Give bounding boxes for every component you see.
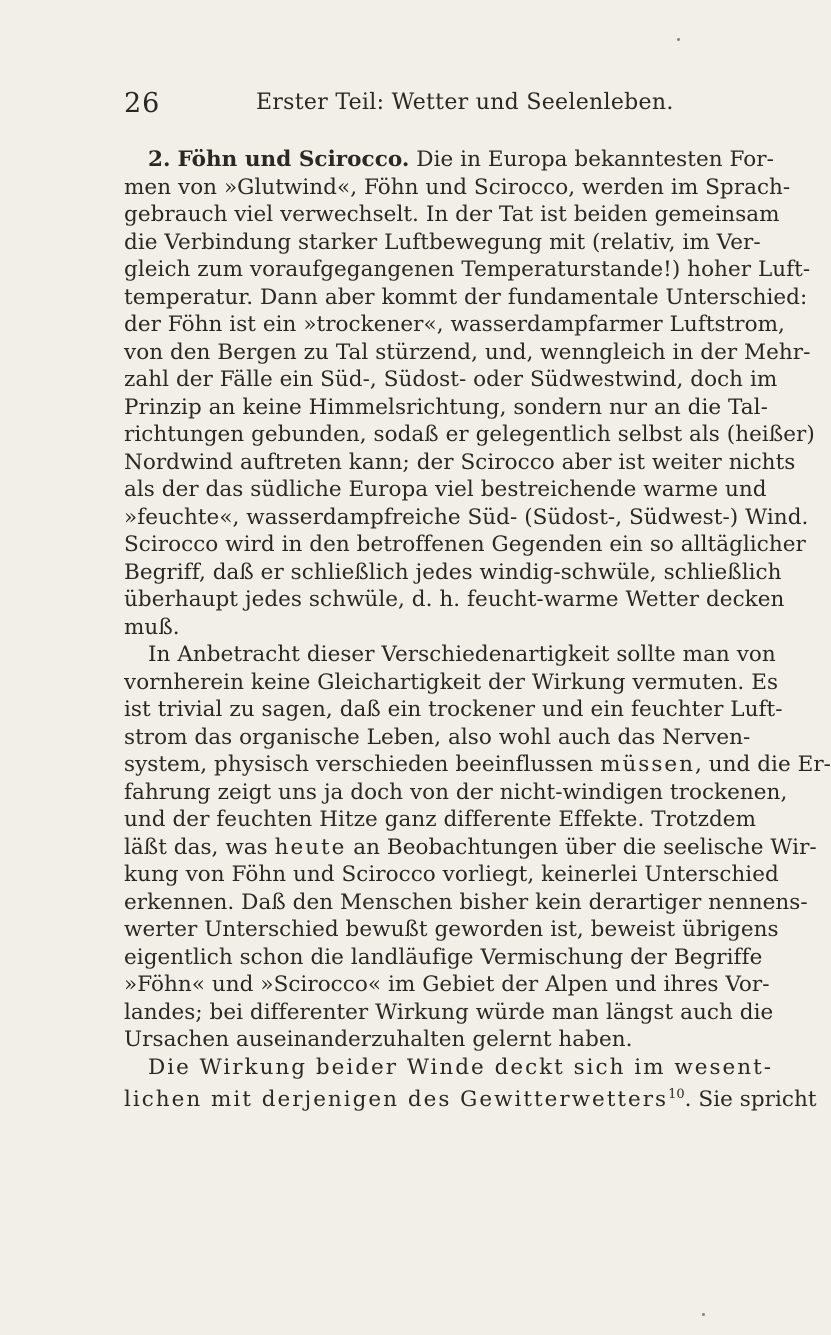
text-line: eigentlich schon die landläufige Vermischung der Begriffe: [124, 944, 763, 970]
text-line: ist trivial zu sagen, daß ein trockener und ein feuchter Luft-: [124, 697, 783, 722]
section-number: 2.: [148, 147, 171, 172]
text-line: In Anbetracht dieser Verschiedenartigkeit sollte man von: [148, 642, 776, 667]
page-number: 26: [124, 88, 161, 119]
text-run: an Beobachtungen über die seelische Wir-: [346, 834, 817, 860]
text-line: men von »Glutwind«, Föhn und Scirocco, werden im Sprach-: [124, 174, 791, 200]
text-run: läßt das, was: [124, 834, 275, 860]
paper-speck: [702, 1313, 705, 1316]
text-line: und der feuchten Hitze ganz differente Effekte. Trotzdem: [124, 807, 757, 832]
body-text: [124, 146, 831, 1113]
text-line: [124, 146, 774, 174]
emphasized-word: heute: [274, 834, 347, 860]
text-line: werter Unterschied bewußt geworden ist, beweist übrigens: [124, 917, 779, 942]
text-line: erkennen. Daß den Menschen bisher kein derartiger nennens-: [124, 889, 808, 915]
footnote-ref: 10: [668, 1087, 685, 1102]
text-line: [124, 1081, 817, 1113]
text-line: Scirocco wird in den betroffenen Gegenden ein so alltäglicher: [124, 532, 806, 557]
text-line: kung von Föhn und Scirocco vorliegt, keinerlei Unterschied: [124, 862, 779, 887]
text-line: die Verbindung starker Luftbewegung mit (relativ, im Ver-: [124, 229, 761, 255]
text-line: als der das südliche Europa viel bestreichende warme und: [124, 477, 767, 502]
text-line: temperatur. Dann aber kommt der fundamentale Unterschied:: [124, 284, 808, 310]
emphasized-phrase: lichen mit derjenigen des Gewitterwetters: [124, 1087, 669, 1113]
text-line: [124, 751, 831, 779]
text-run: . Sie spricht: [684, 1087, 817, 1113]
text-run: Die in Europa bekanntesten For-: [409, 147, 774, 172]
emphasized-word: müssen: [600, 752, 695, 777]
paper-speck: [677, 38, 680, 41]
text-line: »Föhn« und »Scirocco« im Gebiet der Alpen und ihres Vor-: [124, 972, 770, 997]
running-head-title: Erster Teil: Wetter und Seelenleben.: [256, 90, 674, 115]
text-line: landes; bei differenter Wirkung würde man längst auch die: [124, 999, 774, 1025]
text-line: gleich zum voraufgegangenen Temperaturstande!) hoher Luft-: [124, 257, 811, 282]
text-line: Ursachen auseinanderzuhalten gelernt haben.: [124, 1027, 633, 1052]
text-line: strom das organische Leben, also wohl auch das Nerven-: [124, 724, 751, 750]
running-head: [124, 88, 694, 120]
text-line: der Föhn ist ein »trockener«, wasserdampfarmer Luftstrom,: [124, 312, 785, 337]
text-line: fahrung zeigt uns ja doch von der nicht-windigen trockenen,: [124, 779, 788, 805]
text-run: , und die Er-: [694, 752, 831, 777]
text-line: [124, 834, 817, 862]
text-line: Die Wirkung beider Winde deckt sich im wesent-: [148, 1054, 773, 1080]
text-line: zahl der Fälle ein Süd-, Südost- oder Südwestwind, doch im: [124, 367, 778, 392]
text-line: gebrauch viel verwechselt. In der Tat ist beiden gemeinsam: [124, 202, 780, 227]
text-line: von den Bergen zu Tal stürzend, und, wenngleich in der Mehr-: [124, 339, 811, 365]
text-line: Prinzip an keine Himmelsrichtung, sondern nur an die Tal-: [124, 394, 768, 420]
text-line: Nordwind auftreten kann; der Scirocco aber ist weiter nichts: [124, 449, 796, 475]
text-line: Begriff, daß er schließlich jedes windig-schwüle, schließlich: [124, 559, 782, 585]
text-line: vornherein keine Gleichartigkeit der Wirkung vermuten. Es: [124, 669, 779, 695]
text-line: richtungen gebunden, sodaß er gelegentlich selbst als (heißer): [124, 422, 815, 447]
section-title: Föhn und Scirocco.: [177, 147, 410, 172]
text-line: muß.: [124, 614, 180, 640]
text-line: überhaupt jedes schwüle, d. h. feucht-warme Wetter decken: [124, 587, 785, 612]
text-run: system, physisch verschieden beeinflussen: [124, 752, 601, 777]
text-line: »feuchte«, wasserdampfreiche Süd- (Südost-, Südwest-) Wind.: [124, 504, 809, 530]
